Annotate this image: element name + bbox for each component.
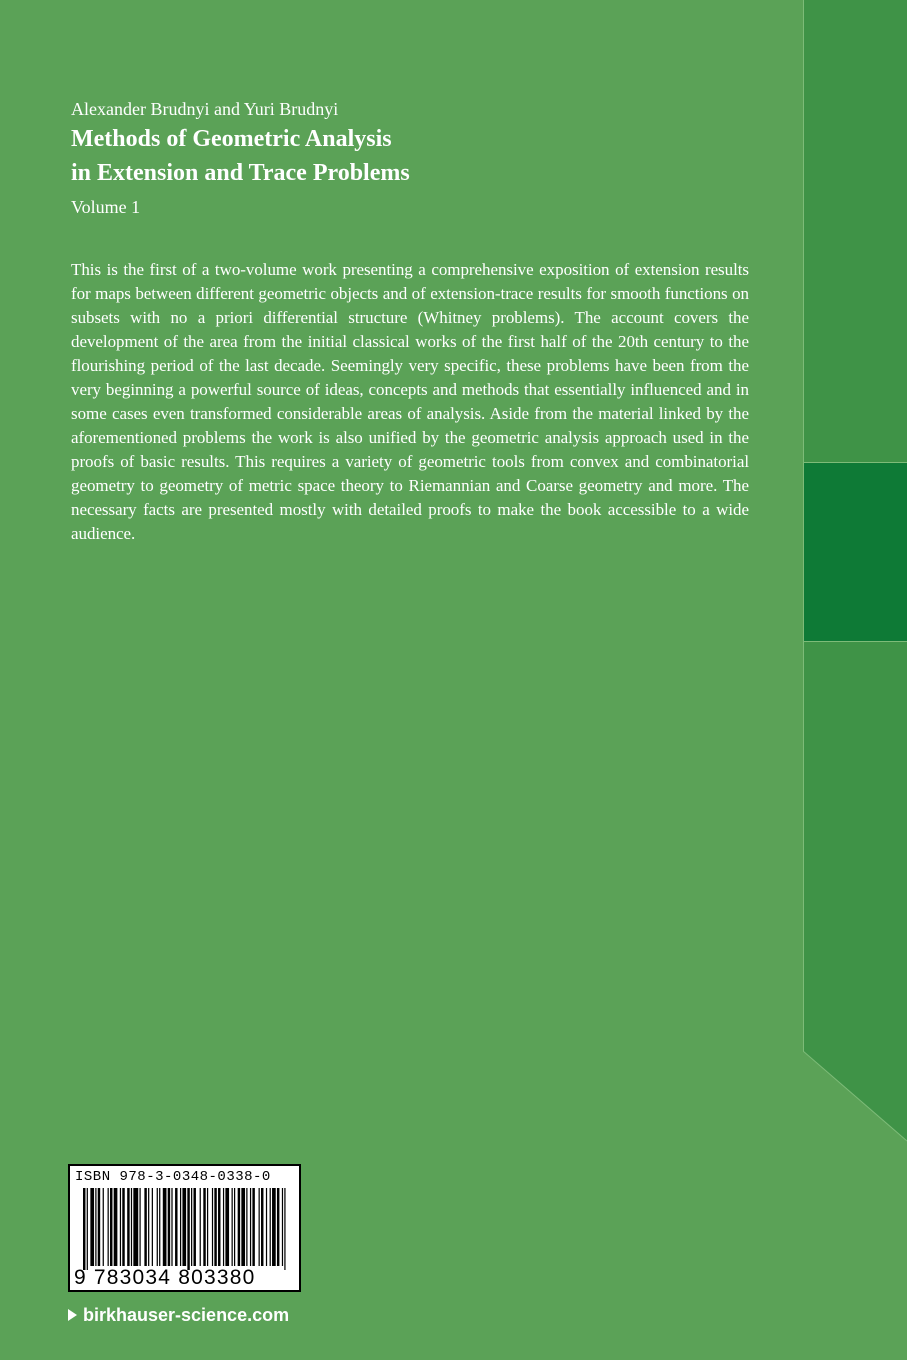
barcode-bar xyxy=(232,1188,233,1266)
isbn-label: ISBN 978-3-0348-0338-0 xyxy=(75,1169,271,1185)
ean-digits: 9 783034 803380 xyxy=(74,1266,256,1289)
barcode-bar xyxy=(168,1188,170,1266)
barcode-bar xyxy=(225,1188,229,1266)
barcode-bar xyxy=(110,1188,112,1266)
barcode-bar xyxy=(171,1188,172,1266)
arrow-right-icon xyxy=(68,1309,77,1321)
book-authors: Alexander Brudnyi and Yuri Brudnyi xyxy=(71,99,339,119)
spine-band-tail xyxy=(803,1051,907,1360)
barcode-bar xyxy=(187,1188,189,1270)
barcode-bar xyxy=(193,1188,195,1266)
barcode-bar xyxy=(114,1188,118,1266)
barcode-bar xyxy=(246,1188,247,1266)
barcode-bar xyxy=(277,1188,279,1266)
barcode-bar xyxy=(207,1188,208,1266)
barcode-bar xyxy=(191,1188,192,1266)
barcode-bar xyxy=(152,1188,153,1266)
barcode-bar xyxy=(270,1188,271,1266)
barcode-bar xyxy=(234,1188,235,1266)
barcode-bar xyxy=(218,1188,220,1266)
barcode-bar xyxy=(98,1188,100,1266)
barcode-bar xyxy=(241,1188,245,1266)
barcode-bar xyxy=(87,1188,88,1270)
publisher-link[interactable] xyxy=(68,1302,289,1328)
barcode-bar xyxy=(139,1188,140,1266)
spine-band-accent xyxy=(803,462,907,642)
barcode-bar xyxy=(203,1188,205,1266)
barcode-bar xyxy=(180,1188,181,1266)
book-title-line-2: in Extension and Trace Problems xyxy=(71,160,410,186)
barcode-bar xyxy=(175,1188,177,1266)
barcode-bar xyxy=(284,1188,285,1270)
barcode-bar xyxy=(261,1188,263,1266)
cover-header xyxy=(71,96,771,220)
barcode-bar xyxy=(238,1188,240,1266)
barcode-bar xyxy=(259,1188,260,1266)
book-description: This is the first of a two-volume work presenting a comprehensive exposition of extension results for maps between different geometric objects and of extension-trace results for smooth functions on subsets with no a priori differential structure (Whitney problems). The account covers the development of the area from the initial classical works of the first half of the 20th century to the flourishing period of the last decade. Seemingly very specific, these problems have been from the very beginning a powerful source of ideas, concepts and methods that essentially influenced and in some cases even transformed considerable areas of analysis. Aside from the material linked by the aforementioned problems the work is also unified by the geometric analysis approach used in the proofs of basic results. This requires a variety of geometric tools from convex and combinatorial geometry to geometry of metric space theory to Riemannian and Coarse geometry and more. The necessary facts are presented mostly with detailed proofs to make the book accessible to a wide audience. xyxy=(71,260,749,543)
barcode-bar xyxy=(282,1188,283,1266)
barcode-bar xyxy=(95,1188,96,1266)
spine-band-bottom xyxy=(803,642,907,1052)
barcode-bar xyxy=(252,1188,254,1266)
barcode-bar xyxy=(214,1188,216,1266)
publisher-url[interactable]: birkhauser-science.com xyxy=(83,1305,290,1325)
barcode-bar xyxy=(83,1188,85,1270)
spine-band-top xyxy=(803,0,907,462)
barcode-bar xyxy=(133,1188,138,1266)
barcode-bar xyxy=(200,1188,201,1266)
barcode-bar xyxy=(159,1188,160,1266)
barcode-bar xyxy=(223,1188,224,1266)
barcode-bar xyxy=(103,1188,104,1266)
barcode-bar xyxy=(163,1188,167,1266)
barcode-bar xyxy=(157,1188,158,1266)
barcode-bar xyxy=(250,1188,251,1266)
barcode-bar xyxy=(212,1188,213,1266)
barcode-bar xyxy=(108,1188,109,1266)
barcode-bar xyxy=(120,1188,121,1266)
book-volume: Volume 1 xyxy=(71,197,141,217)
barcode-bar xyxy=(144,1188,146,1266)
isbn-barcode xyxy=(68,1164,301,1292)
barcode-bar xyxy=(266,1188,267,1266)
spine-color-bands xyxy=(803,0,907,1360)
barcode-bar xyxy=(272,1188,276,1266)
barcode-bar xyxy=(182,1188,186,1266)
barcode-bar xyxy=(131,1188,132,1266)
barcode-bar xyxy=(90,1188,94,1266)
barcode-bars xyxy=(83,1188,288,1270)
barcode-bar xyxy=(127,1188,129,1266)
book-title-line-1: Methods of Geometric Analysis xyxy=(71,126,392,152)
barcode-bar xyxy=(148,1188,149,1266)
barcode-bar xyxy=(122,1188,124,1266)
